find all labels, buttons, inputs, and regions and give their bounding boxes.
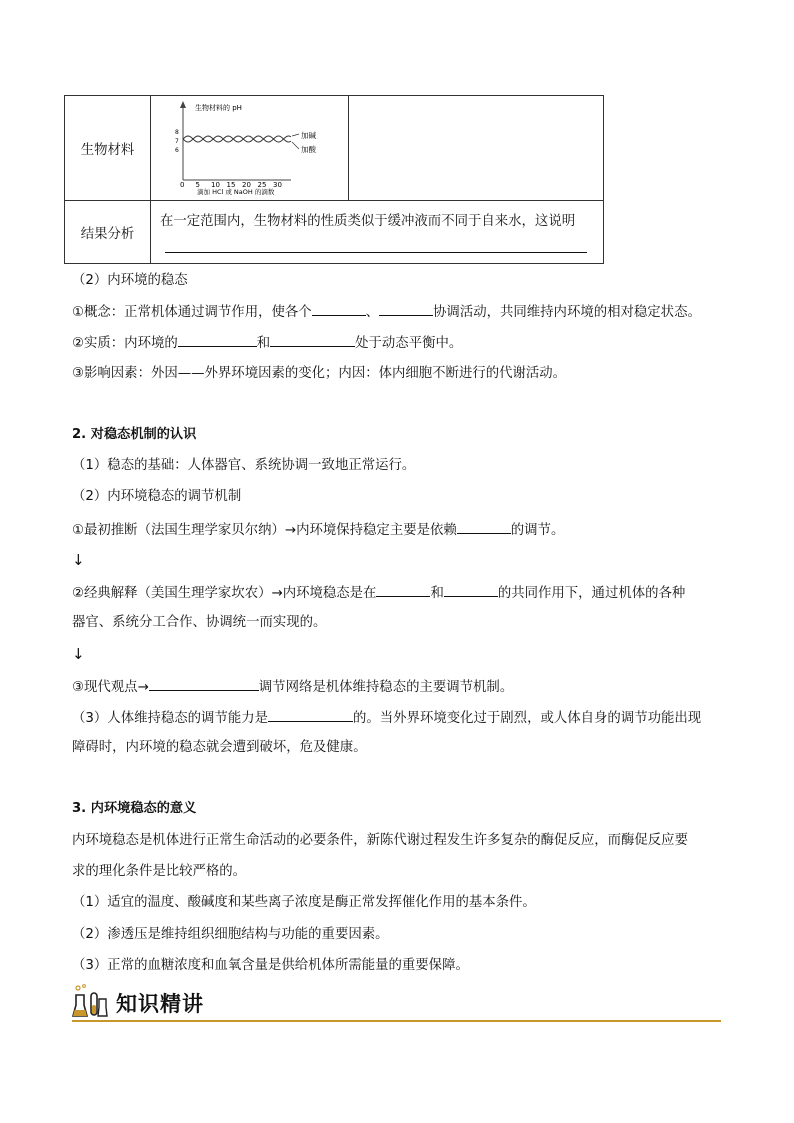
analysis-answer-blank[interactable] [165, 252, 587, 253]
significance-item-2: （2）渗透压是维持组织细胞结构与功能的重要因素。 [72, 927, 389, 942]
legend-acid: 加酸 [301, 145, 316, 154]
basis-line: （1）稳态的基础：人体器官、系统协调一致地正常运行。 [72, 458, 416, 473]
series-alkali-line [183, 136, 291, 142]
blank-concept-1[interactable] [312, 301, 366, 316]
initial-view-line: ①最初推断（法国生理学家贝尔纳）→内环境保持稳定主要是依赖 的调节。 [72, 519, 564, 541]
knowledge-title: 知识精讲 [116, 992, 204, 1016]
row-label-analysis: 结果分析 [65, 201, 151, 264]
material-table [64, 95, 604, 264]
significance-item-1: （1）适宜的温度、酸碱度和某些离子浓度是酶正常发挥催化作用的基本条件。 [72, 895, 536, 910]
concept-line: ①概念：正常机体通过调节作用，使各个 、 协调活动，共同维持内环境的相对稳定状态。 [72, 301, 701, 323]
legend-alkali-pointer [292, 134, 299, 136]
homeostasis-subheading: （2）内环境的稳态 [72, 273, 188, 288]
significance-item-3: （3）正常的血糖浓度和血氧含量是供给机体所需能量的重要保障。 [72, 958, 469, 973]
ph-chart [151, 96, 348, 200]
analysis-text: 在一定范围内，生物材料的性质类似于缓冲液而不同于自来水，这说明 [160, 214, 576, 229]
chart-cell [151, 96, 349, 201]
significance-intro-2: 求的理化条件是比较严格的。 [72, 864, 247, 879]
series-acid-line [183, 136, 291, 142]
y-tick-label: 8 [175, 129, 179, 136]
section2-heading: 2. 对稳态机制的认识 [72, 427, 197, 442]
x-axis-label: 滴加 HCl 或 NaOH 的滴数 [197, 188, 275, 196]
blank-classic-2[interactable] [444, 582, 498, 597]
x-tick-label: 30 [273, 181, 282, 189]
y-tick-label: 7 [175, 138, 179, 145]
classic-view-line-2: 器官、系统分工合作、协调统一而实现的。 [72, 615, 327, 630]
x-tick-label: 0 [180, 181, 185, 189]
regulation-subheading: （2）内环境稳态的调节机制 [72, 489, 242, 504]
blank-initial[interactable] [457, 519, 511, 534]
x-tick-label: 25 [257, 181, 267, 189]
empty-cell [349, 96, 604, 201]
chart-title: 生物材料的 pH [195, 104, 242, 112]
blank-essence-1[interactable] [178, 332, 257, 347]
significance-intro-1: 内环境稳态是机体进行正常生命活动的必要条件，新陈代谢过程发生许多复杂的酶促反应，而酶促反应要 [72, 833, 688, 848]
lab-flask-icon [72, 983, 108, 1019]
y-tick-label: 6 [175, 147, 179, 154]
y-tick-labels [175, 129, 179, 154]
legend-alkali: 加碱 [301, 131, 316, 140]
y-axis-arrow [180, 101, 186, 108]
row-label-material: 生物材料 [65, 96, 151, 201]
x-tick-label: 5 [195, 181, 200, 189]
knowledge-divider [72, 1020, 721, 1022]
modern-view-line: ③现代观点→ 调节网络是机体维持稳态的主要调节机制。 [72, 676, 513, 698]
blank-concept-2[interactable] [379, 301, 433, 316]
blank-essence-2[interactable] [270, 332, 355, 347]
analysis-cell [151, 201, 604, 264]
blank-classic-1[interactable] [376, 582, 430, 597]
x-tick-label: 10 [211, 181, 220, 189]
blank-modern[interactable] [149, 676, 259, 691]
x-tick-label: 15 [226, 181, 236, 189]
ability-line: （3）人体维持稳态的调节能力是 的。当外界环境变化过于剧烈，或人体自身的调节功能出现 [72, 707, 701, 729]
x-tick-label: 20 [242, 181, 251, 189]
section3-heading: 3. 内环境稳态的意义 [72, 801, 197, 816]
ability-line-2: 障碍时，内环境的稳态就会遭到破坏，危及健康。 [72, 740, 367, 755]
blank-ability[interactable] [268, 707, 353, 722]
arrow-down-2: ↓ [72, 645, 85, 663]
legend-acid-pointer [292, 142, 299, 149]
arrow-down-1: ↓ [72, 551, 85, 569]
factors-line: ③影响因素：外因——外界环境因素的变化；内因：体内细胞不断进行的代谢活动。 [72, 366, 567, 381]
classic-view-line: ②经典解释（美国生理学家坎农）→内环境稳态是在 和 的共同作用下，通过机体的各种 [72, 582, 685, 604]
essence-line: ②实质：内环境的 和 处于动态平衡中。 [72, 332, 462, 354]
